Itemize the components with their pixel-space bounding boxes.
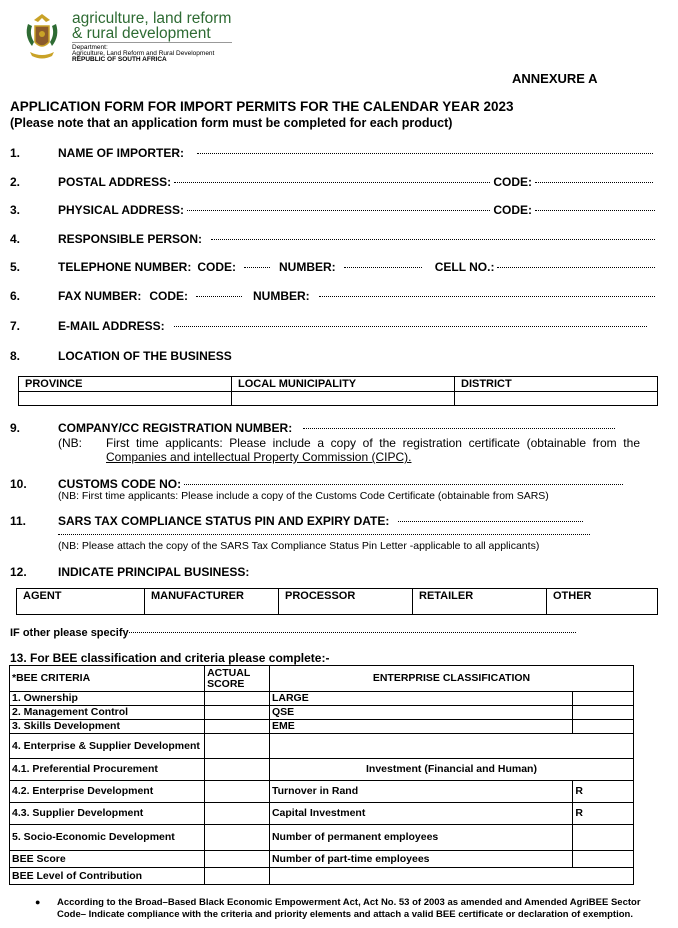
bee-criteria-header: *BEE CRITERIA — [10, 666, 205, 692]
registration-note-line2: Companies and intellectual Property Commission (CIPC). — [106, 450, 412, 464]
bee-score-enterprise-supplier[interactable] — [205, 734, 270, 759]
bee-row-skills: 3. Skills Development — [10, 720, 205, 734]
email-blank[interactable] — [174, 326, 647, 327]
class-large-value[interactable] — [573, 692, 634, 706]
bee-actual-score-header: ACTUAL SCORE — [205, 666, 270, 692]
postal-address-blank[interactable] — [174, 182, 490, 183]
bee-level-value[interactable] — [205, 868, 270, 885]
bee-row-supplier-dev: 4.3. Supplier Development — [10, 803, 205, 825]
bee-row-enterprise-dev: 4.2. Enterprise Development — [10, 781, 205, 803]
cell-number-blank[interactable] — [497, 267, 655, 268]
province-header: PROVINCE — [19, 377, 232, 392]
customs-code-blank[interactable] — [184, 484, 623, 485]
form-title: APPLICATION FORM FOR IMPORT PERMITS FOR THE CALENDAR YEAR 2023 — [10, 99, 514, 114]
bee-score-management[interactable] — [205, 706, 270, 720]
department-sub-line2: Agriculture, Land Reform and Rural Development — [72, 50, 215, 57]
municipality-header: LOCAL MUNICIPALITY — [232, 377, 455, 392]
bee-heading: 13. For BEE classification and criteria please complete:- — [10, 651, 330, 665]
class-eme: EME — [269, 720, 572, 734]
telephone-code-blank[interactable] — [244, 267, 270, 268]
class-large: LARGE — [269, 692, 572, 706]
coat-of-arms-logo — [20, 12, 64, 62]
parttime-value[interactable] — [573, 851, 634, 868]
municipality-cell[interactable] — [232, 392, 455, 406]
enterprise-classification-header: ENTERPRISE CLASSIFICATION — [269, 666, 633, 692]
investment-header: Investment (Financial and Human) — [269, 759, 633, 781]
permanent-label: Number of permanent employees — [269, 825, 572, 851]
department-name-line2: & rural development — [72, 25, 211, 42]
district-cell[interactable] — [455, 392, 658, 406]
class-qse: QSE — [269, 706, 572, 720]
bee-score-supplier-dev[interactable] — [205, 803, 270, 825]
annexure-label: ANNEXURE A — [512, 71, 598, 86]
bee-table — [9, 665, 634, 885]
other-option[interactable]: OTHER — [547, 589, 658, 615]
bee-row-socio-economic: 5. Socio-Economic Development — [10, 825, 205, 851]
form-subtitle: (Please note that an application form must be completed for each product) — [10, 116, 453, 130]
header-rule — [72, 42, 232, 43]
importer-name-blank[interactable] — [197, 153, 653, 154]
sars-note: (NB: Please attach the copy of the SARS Tax Compliance Status Pin Letter -applicable to all applicants) — [58, 540, 540, 552]
bee-score-preferential[interactable] — [205, 759, 270, 781]
processor-option[interactable]: PROCESSOR — [279, 589, 413, 615]
bee-row-preferential: 4.1. Preferential Procurement — [10, 759, 205, 781]
registration-number-blank[interactable] — [303, 428, 615, 429]
sars-pin-second-blank[interactable] — [58, 534, 590, 535]
agent-option[interactable]: AGENT — [17, 589, 145, 615]
retailer-option[interactable]: RETAILER — [413, 589, 547, 615]
bee-row-ownership: 1. Ownership — [10, 692, 205, 706]
department-sub-line3: REPUBLIC OF SOUTH AFRICA — [72, 56, 167, 63]
other-specify-blank[interactable] — [129, 632, 576, 633]
fax-number-blank[interactable] — [319, 296, 655, 297]
bee-row-management: 2. Management Control — [10, 706, 205, 720]
district-header: DISTRICT — [455, 377, 658, 392]
physical-code-blank[interactable] — [535, 210, 655, 211]
customs-note: (NB: First time applicants: Please include a copy of the Customs Code Certificate (obtainable from SARS) — [58, 490, 549, 502]
bee-score-enterprise-dev[interactable] — [205, 781, 270, 803]
department-name-line1: agriculture, land reform — [72, 10, 232, 27]
turnover-label: Turnover in Rand — [269, 781, 572, 803]
registration-note-line1: First time applicants: Please include a copy of the registration certificate (obtainable from the — [106, 436, 640, 450]
footnote-bullet: ● — [35, 897, 41, 907]
sars-pin-blank[interactable] — [398, 521, 583, 522]
bee-row-score: BEE Score — [10, 851, 205, 868]
bee-score-socio-economic[interactable] — [205, 825, 270, 851]
permanent-value[interactable] — [573, 825, 634, 851]
registration-nb: (NB: — [58, 436, 82, 450]
footnote-text: According to the Broad–Based Black Economic Empowerment Act, Act No. 53 of 2003 as amended and Amended AgriBEE Sector Code– Indicate compliance with the criteria and priority elements and attach a valid BEE certificate or declaration of exemption. — [57, 897, 641, 920]
bee-score-total[interactable] — [205, 851, 270, 868]
bee-score-ownership[interactable] — [205, 692, 270, 706]
province-cell[interactable] — [19, 392, 232, 406]
bee-score-skills[interactable] — [205, 720, 270, 734]
other-specify-row[interactable]: IF other please specify — [10, 627, 576, 639]
capital-label: Capital Investment — [269, 803, 572, 825]
telephone-number-blank[interactable] — [344, 267, 422, 268]
turnover-value[interactable]: R — [573, 781, 634, 803]
class-qse-value[interactable] — [573, 706, 634, 720]
blank-bottom-cell — [269, 868, 633, 885]
capital-value[interactable]: R — [573, 803, 634, 825]
class-eme-value[interactable] — [573, 720, 634, 734]
class-blank-cell — [269, 734, 633, 759]
postal-code-blank[interactable] — [535, 182, 653, 183]
department-sub-line1: Department: — [72, 44, 108, 51]
parttime-label: Number of part-time employees — [269, 851, 572, 868]
fax-code-blank[interactable] — [196, 296, 242, 297]
physical-address-blank[interactable] — [187, 210, 490, 211]
business-table — [16, 588, 658, 615]
bee-row-level: BEE Level of Contribution — [10, 868, 205, 885]
bee-row-enterprise-supplier: 4. Enterprise & Supplier Development — [10, 734, 205, 759]
location-table — [18, 376, 658, 406]
manufacturer-option[interactable]: MANUFACTURER — [145, 589, 279, 615]
responsible-person-blank[interactable] — [211, 239, 655, 240]
